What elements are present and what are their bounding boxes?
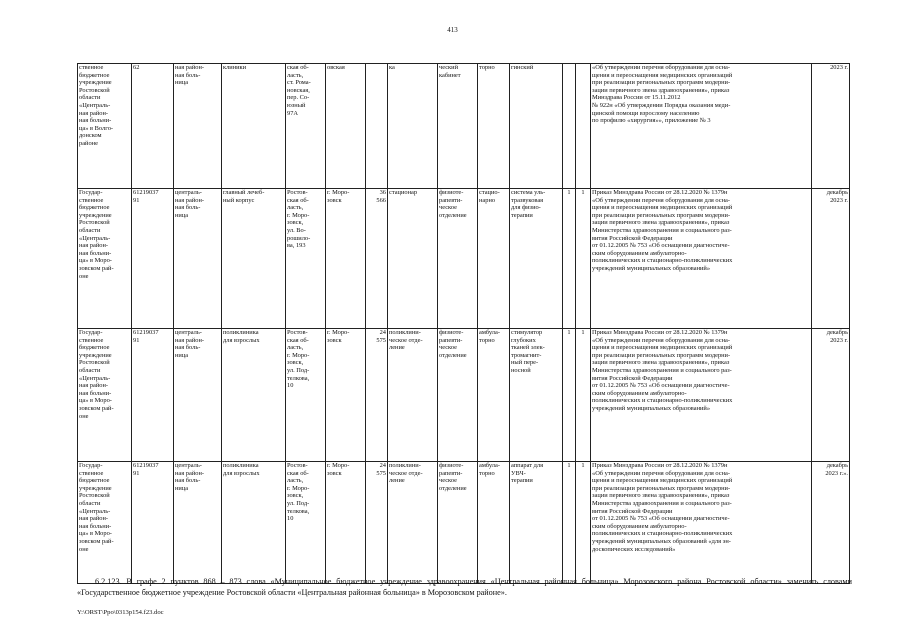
settlement-cell: г. Моро- зовск xyxy=(326,462,366,584)
equipment-name-cell: стимулятор глубоких тканей элек- тромагнит- ный пере- носной xyxy=(510,329,563,462)
table-row xyxy=(78,329,850,462)
quantity-total-cell: 1 xyxy=(576,329,591,462)
population-cell: 36 566 xyxy=(366,189,388,329)
equipment-name-cell: гинский xyxy=(510,64,563,189)
settlement-cell: г. Моро- зовск xyxy=(326,189,366,329)
population-cell: 24 575 xyxy=(366,462,388,584)
unit-type-cell: ка xyxy=(388,64,438,189)
deadline-cell: декабрь 2023 г. xyxy=(812,189,850,329)
quantity-planned-cell: 1 xyxy=(563,329,576,462)
quantity-total-cell: 1 xyxy=(576,189,591,329)
unit-type-cell: поликлини- ческое отде- ление xyxy=(388,462,438,584)
quantity-total-cell xyxy=(576,64,591,189)
care-mode-cell: торно xyxy=(478,64,510,189)
building-cell: поликлиника для взрослых xyxy=(222,462,286,584)
care-mode-cell: амбула- торно xyxy=(478,462,510,584)
institution-name-cell: Государ- ственное бюджетное учреждение Ростовской области «Централь- ная район- ная больни- ца» в Моро- зовском рай- оне xyxy=(78,462,132,584)
address-cell: Ростов- ская об- ласть, г. Моро- зовск, ул. Во- рошило- ва, 193 xyxy=(286,189,326,329)
department-cell: физиоте- рапевти- ческое отделение xyxy=(438,329,478,462)
footer-file-path: Y:\ORST\Ppo\0313p154.f23.doc xyxy=(77,609,164,616)
quantity-planned-cell: 1 xyxy=(563,189,576,329)
institution-name-cell: ственное бюджетное учреждение Ростовской области «Централь- ная район- ная больни- ца» в Волго- донском районе xyxy=(78,64,132,189)
inn-cell: 62 xyxy=(132,64,174,189)
table-row xyxy=(78,462,850,584)
short-name-cell: централь- ная район- ная боль- ница xyxy=(174,462,222,584)
deadline-cell: декабрь 2023 г. xyxy=(812,329,850,462)
settlement-cell: овская xyxy=(326,64,366,189)
equipment-name-cell: аппарат для УВЧ- терапии xyxy=(510,462,563,584)
inn-cell: 61219037 91 xyxy=(132,329,174,462)
equipment-name-cell: система уль- тразвуковая для физио- терапии xyxy=(510,189,563,329)
institution-name-cell: Государ- ственное бюджетное учреждение Ростовской области «Централь- ная район- ная больни- ца» в Моро- зовском рай- оне xyxy=(78,329,132,462)
population-cell: 24 575 xyxy=(366,329,388,462)
department-cell: физиоте- рапевти- ческое отделение xyxy=(438,189,478,329)
unit-type-cell: стационар xyxy=(388,189,438,329)
building-cell: поликлиника для взрослых xyxy=(222,329,286,462)
quantity-planned-cell: 1 xyxy=(563,462,576,584)
address-cell: ская об- ласть, ст. Рома- новская, пер. Со- юзный 97А xyxy=(286,64,326,189)
department-cell: ческий кабинет xyxy=(438,64,478,189)
address-cell: Ростов- ская об- ласть, г. Моро- зовск, ул. Под- телкова, 10 xyxy=(286,329,326,462)
building-cell: клиники xyxy=(222,64,286,189)
building-cell: главный лечеб- ный корпус xyxy=(222,189,286,329)
table-row xyxy=(78,64,850,189)
department-cell: физиоте- рапевти- ческое отделение xyxy=(438,462,478,584)
short-name-cell: централь- ная район- ная боль- ница xyxy=(174,189,222,329)
legal-basis-cell: Приказ Минздрава России от 28.12.2020 № 1379н «Об утверждении перечня оборудования для осна- щения и переоснащения медицинских организаций при реализации региональных программ модерни- зации первичного звена здравоохранения», приказ Министерства здравоохранения и социального раз- вития Российской Федерации от 01.12.2005 № 753 «Об оснащении диагностиче- ским оборудованием амбулаторно- поликлинических и стационарно-поликлинических учреждений муниципальных образований» xyxy=(591,329,812,462)
care-mode-cell: стацио- нарно xyxy=(478,189,510,329)
page-number: 413 xyxy=(447,26,458,34)
short-name-cell: ная район- ная боль- ница xyxy=(174,64,222,189)
deadline-cell: 2023 г. xyxy=(812,64,850,189)
unit-type-cell: поликлини- ческое отде- ление xyxy=(388,329,438,462)
equipment-table xyxy=(77,63,850,584)
population-cell xyxy=(366,64,388,189)
quantity-total-cell: 1 xyxy=(576,462,591,584)
settlement-cell: г. Моро- зовск xyxy=(326,329,366,462)
deadline-cell: декабрь 2023 г.». xyxy=(812,462,850,584)
legal-basis-cell: Приказ Минздрава России от 28.12.2020 № 1379н «Об утверждении перечня оборудования для осна- щения и переоснащения медицинских организаций при реализации региональных программ модерни- зации первичного звена здравоохранения», приказ Министерства здравоохранения и социального раз- вития Российской Федерации от 01.12.2005 № 753 «Об оснащении диагностиче- ским оборудованием амбулаторно- поликлинических и стационарно-поликлинических учреждений муниципальных образований» xyxy=(591,189,812,329)
legal-basis-cell: Приказ Минздрава России от 28.12.2020 № 1379н «Об утверждении перечня оборудования для осна- щения и переоснащения медицинских организаций при реализации региональных программ модерни- зации первичного звена здравоохранения», приказ Министерства здравоохранения и социального раз- вития Российской Федерации от 01.12.2005 № 753 «Об оснащении диагностиче- ским оборудованием амбулаторно- поликлинических и стационарно-поликлинических учреждений муниципальных образований «для эн- доскопических исследований» xyxy=(591,462,812,584)
care-mode-cell: амбула- торно xyxy=(478,329,510,462)
inn-cell: 61219037 91 xyxy=(132,189,174,329)
table-row xyxy=(78,189,850,329)
short-name-cell: централь- ная район- ная боль- ница xyxy=(174,329,222,462)
legal-basis-cell: «Об утверждении перечня оборудования для осна- щения и переоснащения медицинских организаций при реализации региональных программ модерни- зации первичного звена здравоохранения», приказ Минздрава России от 15.11.2012 № 922н «Об утверждении Порядка оказания меди- цинской помощи взрослому населению по профилю «хирургия»», приложение № 3 xyxy=(591,64,812,189)
quantity-planned-cell xyxy=(563,64,576,189)
inn-cell: 61219037 91 xyxy=(132,462,174,584)
amendment-paragraph: 6.2.123. В графе 2 пунктов 868 – 873 слова «Муниципальное бюджетное учреждение здравоохранения «Центральная районная больница» Морозовского района Ростовской области» заменить словами «Государственное бюджетное учреждение Ростовской области «Центральная районная больница» в Морозовском районе». xyxy=(77,577,852,597)
institution-name-cell: Государ- ственное бюджетное учреждение Ростовской области «Централь- ная район- ная больни- ца» в Моро- зовском рай- оне xyxy=(78,189,132,329)
address-cell: Ростов- ская об- ласть, г. Моро- зовск, ул. Под- телкова, 10 xyxy=(286,462,326,584)
